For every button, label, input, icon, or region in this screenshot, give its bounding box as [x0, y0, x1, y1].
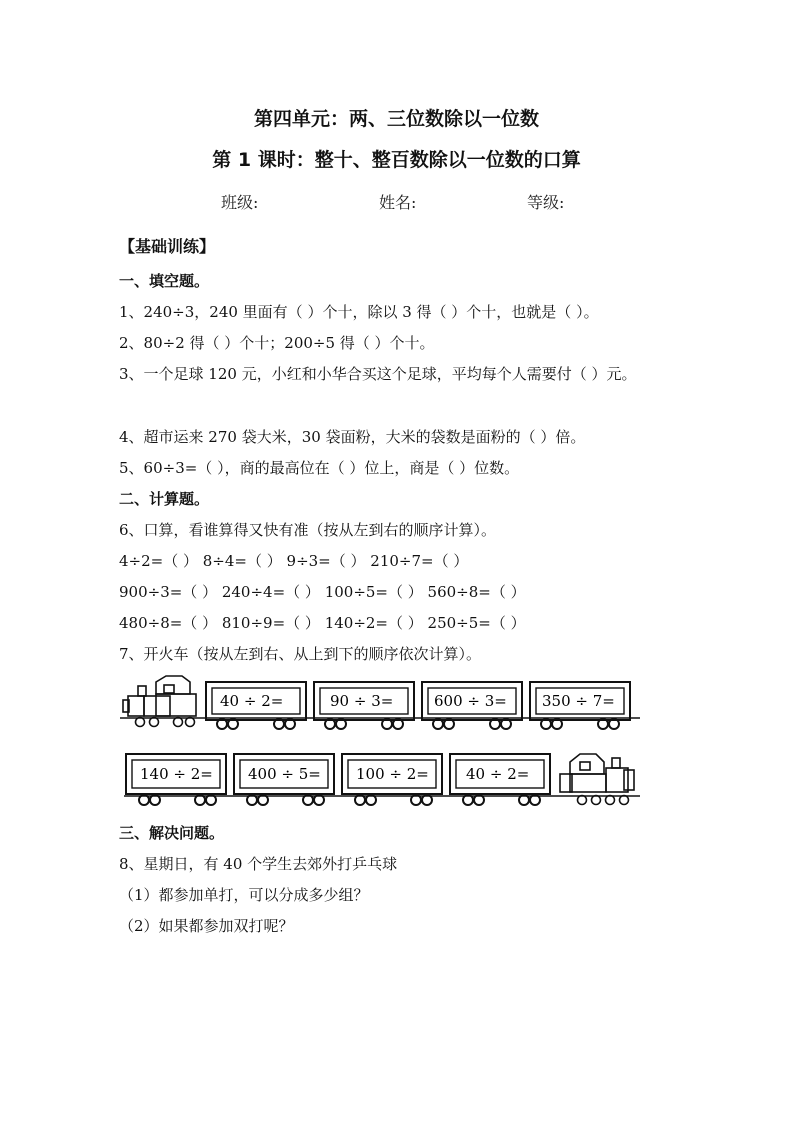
- train-car-label: 140 ÷ 2=: [140, 765, 213, 783]
- calc-row: 4÷2=（ ） 8÷4=（ ） 9÷3=（ ） 210÷7=（ ）: [119, 552, 469, 570]
- name-label: 姓名:: [379, 193, 417, 212]
- train-car-label: 40 ÷ 2=: [466, 765, 530, 783]
- worksheet-subtitle: 第 1 课时：整十、整百数除以一位数的口算: [212, 149, 581, 171]
- train-car-label: 100 ÷ 2=: [356, 765, 429, 783]
- train-car-label: 350 ÷ 7=: [542, 692, 615, 710]
- train-car-label: 600 ÷ 3=: [434, 692, 507, 710]
- question-8: 8、星期日，有 40 个学生去郊外打乒乓球: [119, 855, 398, 873]
- section-fill-blank: 一、填空题。: [119, 272, 210, 290]
- question-8-part-2: （2）如果都参加双打呢？: [119, 917, 294, 935]
- question-8-part-1: （1）都参加单打，可以分成多少组？: [119, 886, 369, 904]
- train-car: [530, 682, 630, 729]
- grade-label: 等级:: [527, 193, 565, 212]
- question-6: 6、口算，看谁算得又快有准（按从左到右的顺序计算）。: [119, 521, 497, 539]
- section-problem-solving: 三、解决问题。: [119, 824, 225, 842]
- train-car: [450, 754, 550, 805]
- train-car: [314, 682, 414, 729]
- train-car-label: 40 ÷ 2=: [220, 692, 284, 710]
- question-3: 3、一个足球 120 元，小红和小华合买这个足球，平均每个人需要付（ ）元。: [119, 365, 637, 383]
- train-car-label: 90 ÷ 3=: [330, 692, 394, 710]
- train-top: [120, 674, 640, 732]
- train-car: [422, 682, 522, 729]
- question-4: 4、超市运来 270 袋大米，30 袋面粉，大米的袋数是面粉的（ ）倍。: [119, 428, 586, 446]
- worksheet-title: 第四单元：两、三位数除以一位数: [253, 108, 539, 130]
- question-7: 7、开火车（按从左到右、从上到下的顺序依次计算）。: [119, 645, 482, 663]
- question-5: 5、60÷3=（ ），商的最高位在（ ）位上，商是（ ）位数。: [119, 459, 520, 477]
- question-2: 2、80÷2 得（ ）个十；200÷5 得（ ）个十。: [119, 334, 435, 352]
- calc-row: 480÷8=（ ） 810÷9=（ ） 140÷2=（ ） 250÷5=（ ）: [119, 614, 526, 632]
- class-label: 班级:: [221, 193, 259, 212]
- train-car: [126, 754, 226, 805]
- train-car-label: 400 ÷ 5=: [248, 765, 321, 783]
- train-car: [234, 754, 334, 805]
- locomotive-icon: [560, 754, 634, 805]
- section-calculation: 二、计算题。: [119, 490, 210, 508]
- question-1: 1、240÷3，240 里面有（ ）个十，除以 3 得（ ）个十，也就是（ ）。: [119, 303, 599, 321]
- train-car: [342, 754, 442, 805]
- calc-row: 900÷3=（ ） 240÷4=（ ） 100÷5=（ ） 560÷8=（ ）: [119, 583, 526, 601]
- train-bottom: [124, 748, 640, 808]
- basic-training-heading: 【基础训练】: [119, 237, 216, 256]
- train-car: [206, 682, 306, 729]
